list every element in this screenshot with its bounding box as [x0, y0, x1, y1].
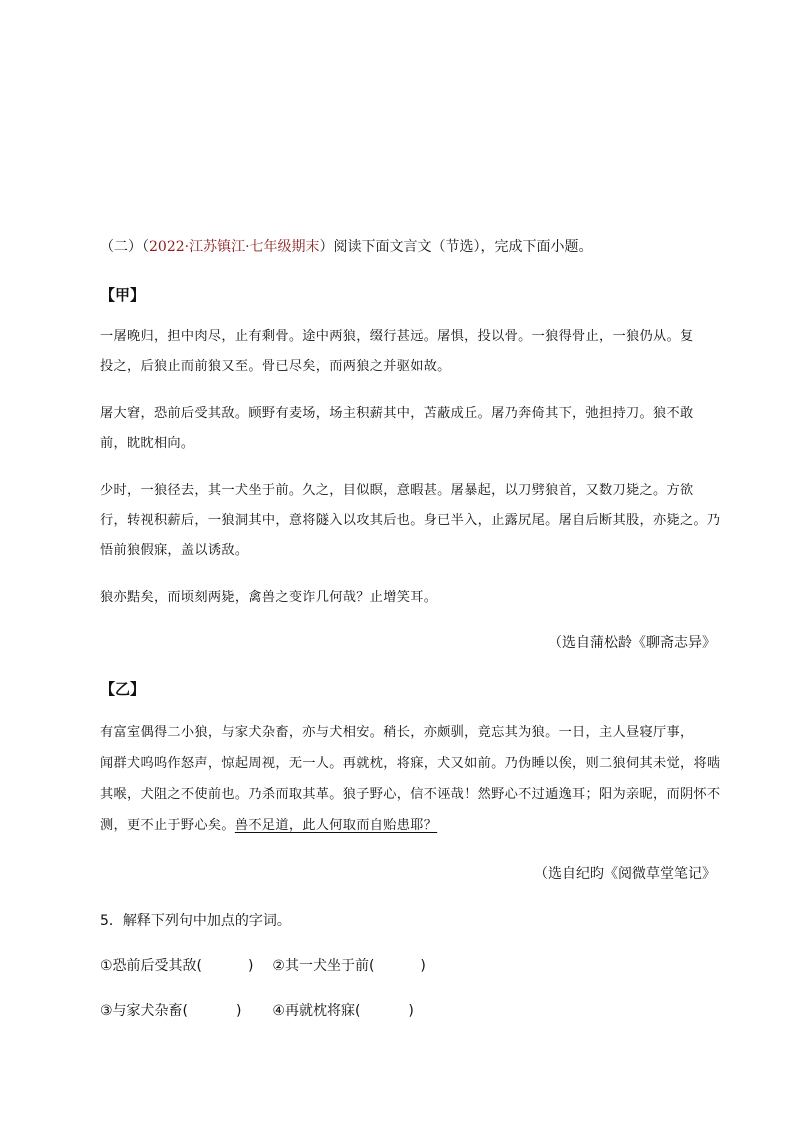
source-link[interactable]: 2022·江苏镇江·七年级期末 — [149, 239, 320, 255]
question-item-3: ③与家犬杂畜( — [100, 1003, 189, 1019]
heading-prefix: （二）（ — [100, 239, 149, 255]
jia-line-6: 行，转视积薪后，一狼洞其中，意将隧入以攻其后也。身已半入，止露尻尾。屠自后断其股，亦毙之。乃 — [100, 513, 721, 528]
question-row-2 — [100, 1000, 720, 1022]
jia-attribution: （选自蒲松龄《聊斋志异》 — [548, 635, 716, 651]
jia-line-8: 狼亦黠矣，而顷刻两毙，禽兽之变诈几何哉？止增笑耳。 — [100, 590, 438, 605]
question-title: 5．解释下列句中加点的字词。 — [100, 913, 291, 929]
question-row-1 — [100, 955, 720, 977]
section-heading — [100, 236, 720, 258]
jia-line-2: 投之，后狼止而前狼又至。骨已尽矣，而两狼之并驱如故。 — [100, 359, 451, 374]
question-item-4-close: ) — [408, 1003, 414, 1019]
jia-line-4: 前，眈眈相向。 — [100, 436, 195, 451]
question-item-3-close: ) — [236, 1003, 242, 1019]
yi-line-4-plain: 测，更不止于野心矣。 — [100, 818, 235, 833]
question-item-1-close: ) — [248, 958, 254, 974]
yi-line-1: 有富室偶得二小狼，与家犬杂畜，亦与犬相安。稍长，亦颇驯，竟忘其为狼。一日，主人昼寝厅事， — [100, 725, 694, 740]
passage-jia-label: 【甲】 — [100, 286, 146, 304]
yi-line-2: 闻群犬呜呜作怒声，惊起周视，无一人。再就枕，将寐，犬又如前。乃伪睡以俟，则二狼伺其未觉，将啮 — [100, 756, 721, 771]
heading-suffix: ）阅读下面文言文（节选），完成下面小题。 — [319, 239, 593, 255]
jia-line-7: 悟前狼假寐，盖以诱敌。 — [100, 543, 249, 558]
passage-yi-label: 【乙】 — [100, 680, 146, 698]
yi-line-4 — [100, 815, 720, 837]
yi-attribution: （选自纪昀《阅微草堂笔记》 — [534, 866, 716, 882]
question-item-4: ④再就枕将寐( — [272, 1003, 361, 1019]
jia-line-5: 少时，一狼径去，其一犬坐于前。久之，目似瞑，意暇甚。屠暴起，以刀劈狼首，又数刀毙之。方欲 — [100, 483, 694, 498]
question-item-1: ①恐前后受其敌( — [100, 958, 203, 974]
question-item-2-close: ) — [420, 958, 426, 974]
yi-underlined-sentence: 兽不足道，此人何取而自贻患耶？ — [234, 818, 438, 833]
jia-line-1: 一屠晚归，担中肉尽，止有剩骨。途中两狼，缀行甚远。屠惧，投以骨。一狼得骨止，一狼仍从。复 — [100, 329, 694, 344]
question-item-2: ②其一犬坐于前( — [272, 958, 375, 974]
yi-line-3: 其喉，犬阻之不使前也。乃杀而取其革。狼子野心，信不诬哉！然野心不过遁逸耳；阳为亲昵，而阴怀不 — [100, 787, 721, 802]
jia-line-3: 屠大窘，恐前后受其敌。顾野有麦场，场主积薪其中，苫蔽成丘。屠乃奔倚其下，弛担持刀。狼不敢 — [100, 406, 694, 421]
